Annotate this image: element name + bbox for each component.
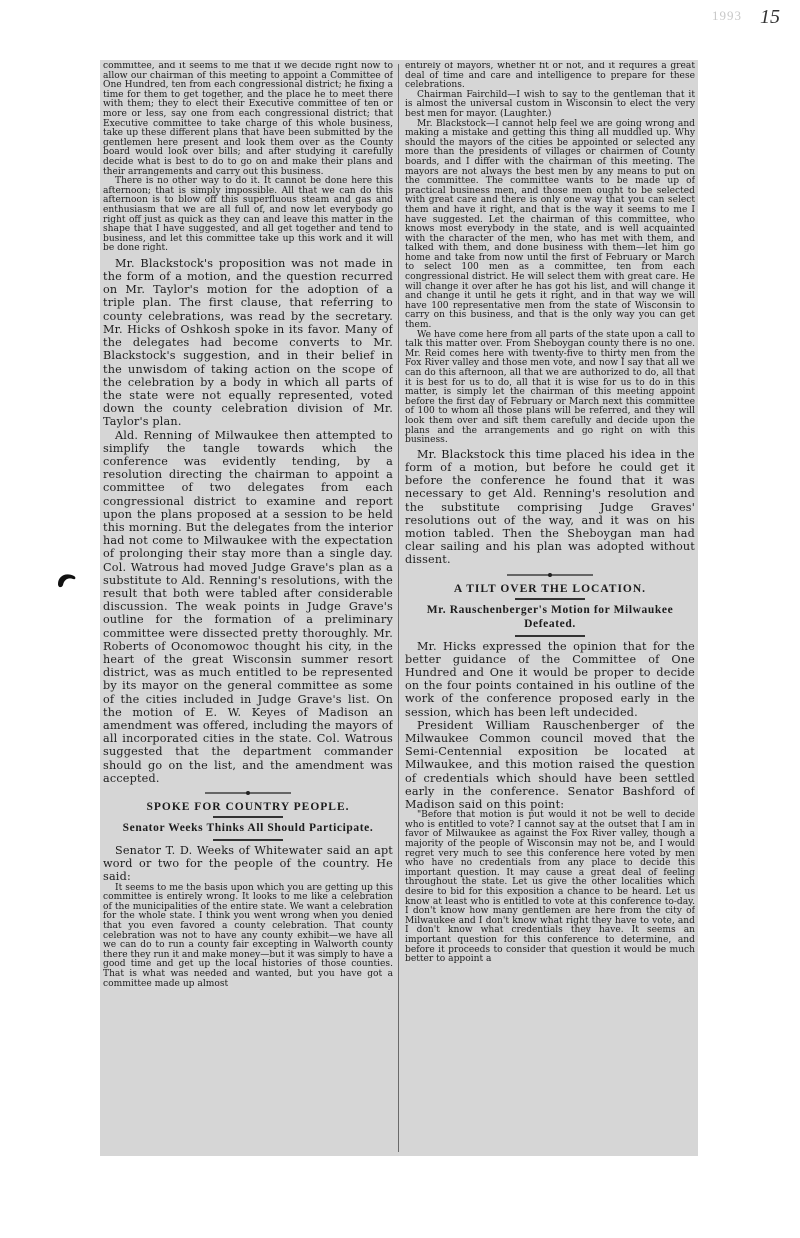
left-article-body	[103, 257, 393, 785]
section-subhead: Senator Weeks Thinks All Should Participate.	[122, 822, 374, 834]
paragraph: Ald. Renning of Milwaukee then attempted to simplify the tangle towards which the conference was evidently tending, by a resolution directing the chairman to appoint a committee of two delegates from each congressional district to examine and report upon the plans proposed at a session to be held this morning. But the delegates from the interior had not come to Milwaukee with the expectation of prolonging their stay more than a single day. Col. Watrous had moved Judge Grave's plan as a substitute to Ald. Renning's resolutions, with the result that both were tabled after considerable discussion. The weak points in Judge Grave's outline for the formation of a preliminary committee were dissected pretty thoroughly. Mr. Roberts of Oconomowoc thought his city, in the heart of the great Wisconsin summer resort district, was as much entitled to be represented by its mayor on the general committee as some of the cities included in Judge Grave's list. On the motion of E. W. Keyes of Madison an amendment was offered, including the mayors of all incorporated cities in the state. Col. Watrous suggested that the department commander should go on the list, and the amendment was accepted.	[103, 428, 393, 785]
section-subhead: Mr. Rauschenberger's Motion for Milwaukee Defeated.	[426, 603, 674, 630]
right-column	[405, 62, 695, 1154]
section-divider	[205, 789, 291, 797]
paragraph: entirely of mayors, whether fit or not, and it requires a great deal of time and care and intelligence to prepare for these celebrations.	[405, 62, 695, 91]
headline-rule	[213, 816, 283, 818]
paragraph: Mr. Blackstock this time placed his idea in the form of a motion, but before he could get it before the conference he found that it was necessary to get Ald. Renning's resolution and the substitute comprising Judge Graves' resolutions out of the way, and it was on his motion tabled. Then the Sheboygan man had clear sailing and his plan was adopted without dissent.	[405, 447, 695, 567]
archive-stamp: 1993	[712, 8, 742, 23]
page-number: 15	[760, 6, 780, 28]
left-intro	[103, 844, 393, 884]
section-headline: A TILT OVER THE LOCATION.	[453, 582, 647, 595]
paragraph: "Before that motion is put would it not be well to decide who is entitled to vote? I cannot say at the outset that I am in favor of Milwaukee as against the Fox River valley, though a majority of the people of Wisconsin may not be, and I would regret very much to see this conference here voted by men who have no credentials from any place to decide this important question. It may cause a great deal of feeling throughout the state. Let us give the other localities which desire to bid for this exposition a chance to be heard. Let us know at least who is entitled to vote at this conference to-day. I don't know how many gentlemen are here from the city of Milwaukee and I don't know what right they have to vote, and I don't know what credentials they have. It seems an important question for this conference to determine, and before it proceeds to consider that question it would be much better to appoint a	[405, 810, 695, 965]
paragraph: It seems to me the basis upon which you are getting up this committee is entirely wrong. It looks to me like a celebration of the municipalities of the entire state. We want a celebration for the whole state. I think you went wrong when you denied that you even favored a county celebration. That county celebration was not to have any county exhibit—we have all we can do to run a county fair excepting in Walworth county there they run it and make money—but it was simply to have a good time and get up the local histories of those counties. That is what was needed and wanted, but you have got a committee made up almost	[103, 882, 393, 989]
column-divider	[398, 64, 399, 1152]
subhead-rule	[515, 635, 585, 637]
paragraph: President William Rauschenberger of the Milwaukee Common council moved that the Semi-Centennial exposition be located at Milwaukee, and this motion raised the question of credentials which should have been settled early in the conference. Senator Bashford of Madison said on this point:	[405, 718, 695, 812]
paragraph: Senator T. D. Weeks of Whitewater said an apt word or two for the people of the country. He said:	[103, 844, 393, 884]
paragraph: committee, and it seems to me that if we decide right now to allow our chairman of this meeting to appoint a Committee of One Hundred, ten from each congressional district; he fixing a time for them to get together, and the place he to meet there with them; they to elect their Executive committee of ten or more or less, say one from each congressional district; that Executive committee to take charge of this whole business, take up these different plans that have been submitted by the gentlemen here present and look them over as the County board would look over bills; and after studying it carefully decide what is best to do to go on and make their plans and their arrangements and carry out this business.	[103, 62, 393, 177]
paragraph: There is no other way to do it. It cannot be done here this afternoon; that is simply impossible. All that we can do this afternoon is to blow off this superfluous steam and gas and enthusiasm that we are all full of, and now let everybody go right off just as quick as they can and leave this matter in the shape that I have suggested, and all get together and tend to business, and let this committee take up this work and it will be done right.	[103, 176, 393, 254]
right-mid-text	[405, 448, 695, 567]
section-divider	[507, 571, 593, 579]
left-opening-text	[103, 62, 393, 254]
ink-blot	[56, 570, 78, 592]
left-column	[103, 62, 393, 1154]
paragraph: Chairman Fairchild—I wish to say to the gentleman that it is almost the universal custom in Wisconsin to elect the very best men for mayor. (Laughter.)	[405, 89, 695, 119]
subhead-rule	[213, 839, 283, 841]
newspaper-clipping	[100, 60, 698, 1156]
right-quote	[405, 811, 695, 965]
left-quote	[103, 884, 393, 990]
paragraph: Mr. Blackstock—I cannot help feel we are going wrong and making a mistake and getting this thing all muddled up. Why should the mayors of the cities be appointed or selected any more than the presidents of villages or chairmen of County boards, and I differ with the chairman of this meeting. The mayors are not always the best men by any means to put on the committee. The committee wants to be made up of practical business men, and those men ought to be selected with great care and there is only one way that you can select them and have it right, and that is the way it seems to me I have suggested. Let the chairman of this committee, who knows most everybody in the state, and is well acquainted with the character of the men, who has met with them, and talked with them, and done business with them—let him go home and take from now until the first of February or March to select 100 men as a committee, ten from each congressional district. He will select them with great care. He will change it over after he has got his list, and will change it and change it until he gets it right, and in that way we will have 100 representative men from the state of Wisconsin to carry on this business, and that is the only way you can get them.	[405, 118, 695, 331]
paragraph: Mr. Hicks expressed the opinion that for the better guidance of the Committee of One Hundred and One it would be proper to decide on the four points contained in his outline of the work of the conference proposed early in the session, which has been left undecided.	[405, 639, 695, 719]
right-article-body	[405, 640, 695, 812]
headline-rule	[515, 598, 585, 600]
right-opening-text	[405, 62, 695, 446]
section-headline: SPOKE FOR COUNTRY PEOPLE.	[146, 801, 350, 813]
paragraph: Mr. Blackstock's proposition was not made in the form of a motion, and the question recurred on Mr. Taylor's motion for the adoption of a triple plan. The first clause, that referring to county celebrations, was read by the secretary. Mr. Hicks of Oshkosh spoke in its favor. Many of the delegates had become converts to Mr. Blackstock's suggestion, and in their belief in the unwisdom of taking action on the scope of the celebration by a body in which all parts of the state were not equally represented, voted down the county celebration division of Mr. Taylor's plan.	[103, 256, 393, 429]
paragraph: We have come here from all parts of the state upon a call to talk this matter over. From Sheboygan county there is no one. Mr. Reid comes here with twenty-five to thirty men from the Fox River valley and those men vote, and now I say that all we can do this afternoon, all that we are authorized to do, all that it is best for us to do, all that it is wise for us to do in this matter, is simply let the chairman of this meeting appoint before the first day of February or March next this committee of 100 to whom all those plans will be referred, and they will look them over and sift them carefully and decide upon the plans and the arrangements and go right on with this business.	[405, 329, 695, 446]
